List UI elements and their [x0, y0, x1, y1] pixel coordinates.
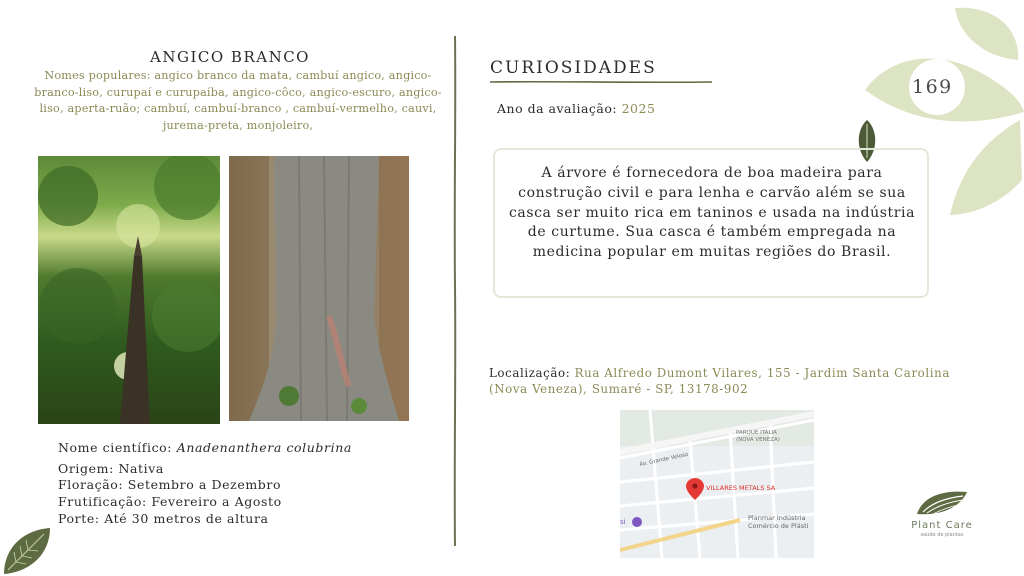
size: Porte: Até 30 metros de altura	[58, 511, 269, 526]
tree-bark-photo	[229, 156, 409, 421]
map-pin-label: VILLARES METALS SA	[706, 484, 776, 492]
location-label: Localização:	[489, 366, 575, 380]
brand-tagline: saúde de plantas	[920, 532, 964, 538]
map-industry-label-1: Planmar Indústria	[748, 514, 806, 522]
map-park-label-2: (NOVA VENEZA)	[736, 437, 780, 443]
evaluation-year	[497, 101, 655, 116]
tree-canopy-photo	[38, 156, 220, 424]
page-number: 169	[912, 76, 953, 98]
map-edge-label: si	[620, 518, 626, 526]
popular-names: Nomes populares: angico branco da mata, cambuí angico, angico-branco-liso, curupaí e curupaíba, angico-côco, angico-escuro, angico-liso, aperta-ruão; cambuí, cambuí-branco , cambuí-vermelho, cauvi, jurema-preta, monjoleiro,	[34, 69, 442, 132]
scientific-name-line	[58, 440, 352, 455]
plant-care-logo-icon	[913, 488, 969, 518]
plant-name: ANGICO BRANCO	[150, 48, 310, 66]
map-street-label: Av. Grande Veloso	[639, 451, 689, 468]
map-industry-label-2: Comércio de Plásti	[748, 522, 809, 530]
flowering: Floração: Setembro a Dezembro	[58, 477, 282, 492]
map-park-label-1: PARQUE ITÁLIA	[736, 430, 777, 436]
origin: Origem: Nativa	[58, 461, 164, 476]
location-address: Rua Alfredo Dumont Vilares, 155 - Jardim Santa Carolina (Nova Veneza), Sumaré - SP, 13178-902	[489, 366, 950, 396]
evaluation-year-label: Ano da avaliação:	[497, 101, 622, 116]
evaluation-year-value: 2025	[621, 101, 656, 116]
fruiting: Frutificação: Fevereiro a Agosto	[58, 494, 282, 509]
scientific-name-label: Nome científico:	[58, 440, 177, 455]
location-map[interactable]	[620, 410, 814, 558]
curiosities-text: A árvore é fornecedora de boa madeira para construção civil e para lenha e carvão além se sua casca ser muito rica em taninos e usada na indústria de curtume. Sua casca é também empregada na medicina popular em muitas regiões do Brasil.	[508, 165, 916, 261]
location	[489, 366, 969, 397]
brand-name: Plant Care	[911, 520, 973, 531]
leaf-icon	[0, 524, 52, 576]
heading-underline	[490, 80, 712, 84]
scientific-name: Anadenanthera colubrina	[176, 440, 352, 455]
curiosities-heading: CURIOSIDADES	[490, 58, 657, 78]
column-divider	[452, 36, 458, 546]
